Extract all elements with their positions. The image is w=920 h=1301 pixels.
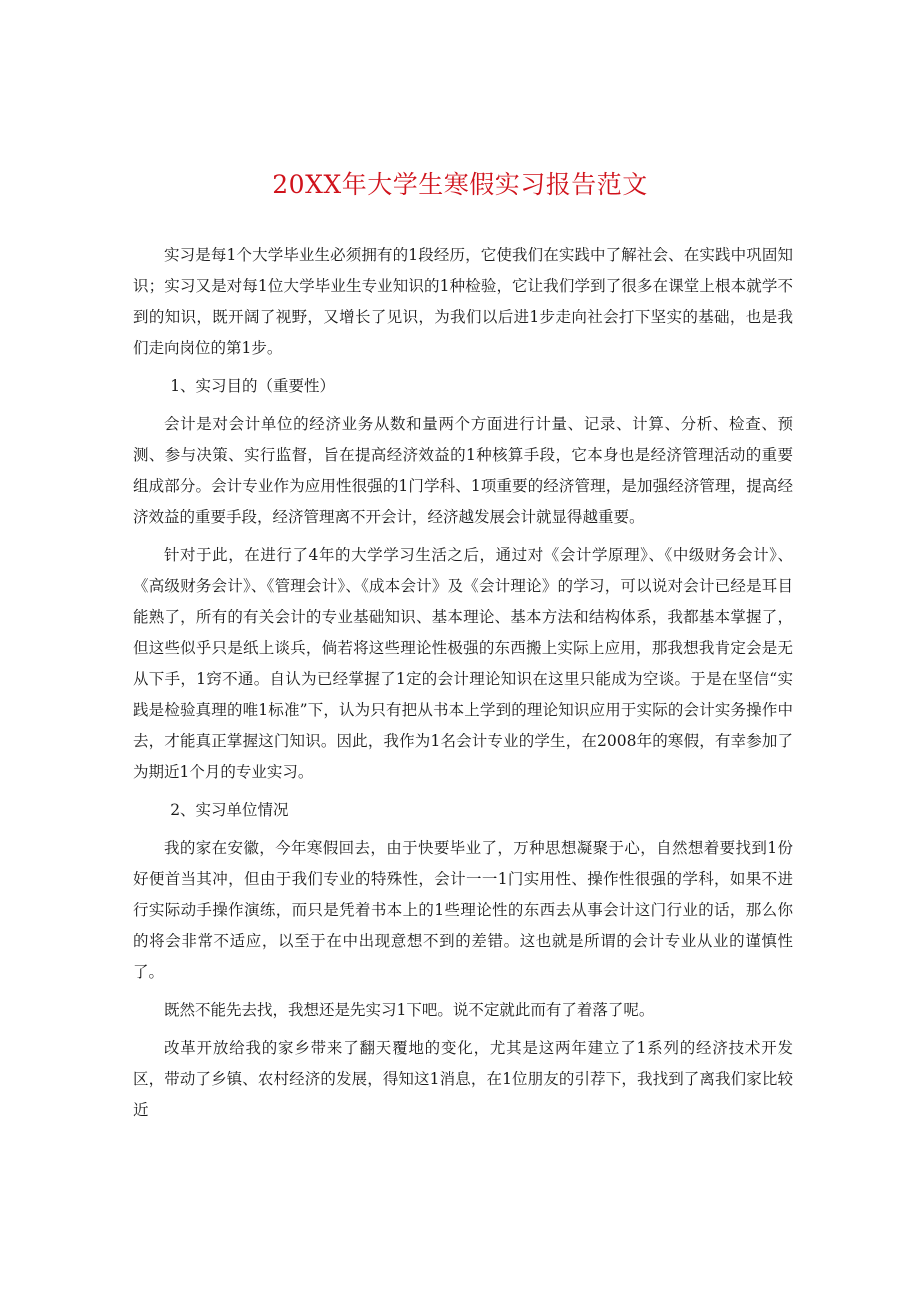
intro-paragraph: 实习是每1个大学毕业生必须拥有的1段经历，它使我们在实践中了解社会、在实践中巩固知识；实习又是对每1位大学毕业生专业知识的1种检验，它让我们学到了很多在课堂上根本就学不到的知识，既开阔了视野，又增长了见识，为我们以后进1步走向社会打下坚实的基础，也是我们走向岗位的第1步。: [133, 246, 793, 357]
purpose-paragraph-2: 针对于此，在进行了4年的大学学习生活之后，通过对《会计学原理》、《中级财务会计》、《高级财务会计》、《管理会计》、《成本会计》及《会计理论》的学习，可以说对会计已经是耳目能熟了，所有的有关会计的专业基础知识、基本理论、基本方法和结构体系，我都基本掌握了，但这些似乎只是纸上谈兵，倘若将这些理论性极强的东西搬上实际上应用，那我想我肯定会是无从下手，1窍不通。自认为已经掌握了1定的会计理论知识在这里只能成为空谈。于是在坚信“实践是检验真理的唯1标准”下，认为只有把从书本上学到的理论知识应用于实际的会计实务操作中去，才能真正掌握这门知识。因此，我作为1名会计专业的学生，在2008年的寒假，有幸参加了为期近1个月的专业实习。: [133, 546, 793, 781]
unit-paragraph-3: 改革开放给我的家乡带来了翻天覆地的变化，尤其是这两年建立了1系列的经济技术开发区，带动了乡镇、农村经济的发展，得知这1消息，在1位朋友的引荐下，我找到了离我们家比较近: [133, 1039, 793, 1119]
document-title: 20XX年大学生寒假实习报告范文: [272, 170, 648, 199]
unit-paragraph-2: 既然不能先去找，我想还是先实习1下吧。说不定就此而有了着落了呢。: [164, 1001, 655, 1019]
unit-paragraph-1: 我的家在安徽，今年寒假回去，由于快要毕业了，万种思想凝聚于心，自然想着要找到1份好便首当其冲，但由于我们专业的特殊性，会计一一1门实用性、操作性很强的学科，如果不进行实际动手操作演练，而只是凭着书本上的1些理论性的东西去从事会计这门行业的话，那么你的将会非常不适应，以至于在中出现意想不到的差错。这也就是所谓的会计专业从业的谨慎性了。: [133, 839, 793, 981]
section-heading-unit: 2、实习单位情况: [170, 801, 289, 819]
purpose-paragraph-1: 会计是对会计单位的经济业务从数和量两个方面进行计量、记录、计算、分析、检查、预测、参与决策、实行监督，旨在提高经济效益的1种核算手段，它本身也是经济管理活动的重要组成部分。会计专业作为应用性很强的1门学科、1项重要的经济管理，是加强经济管理，提高经济效益的重要手段，经济管理离不开会计，经济越发展会计就显得越重要。: [133, 415, 793, 526]
section-heading-purpose: 1、实习目的（重要性）: [170, 377, 336, 395]
document-body: [133, 240, 793, 1133]
